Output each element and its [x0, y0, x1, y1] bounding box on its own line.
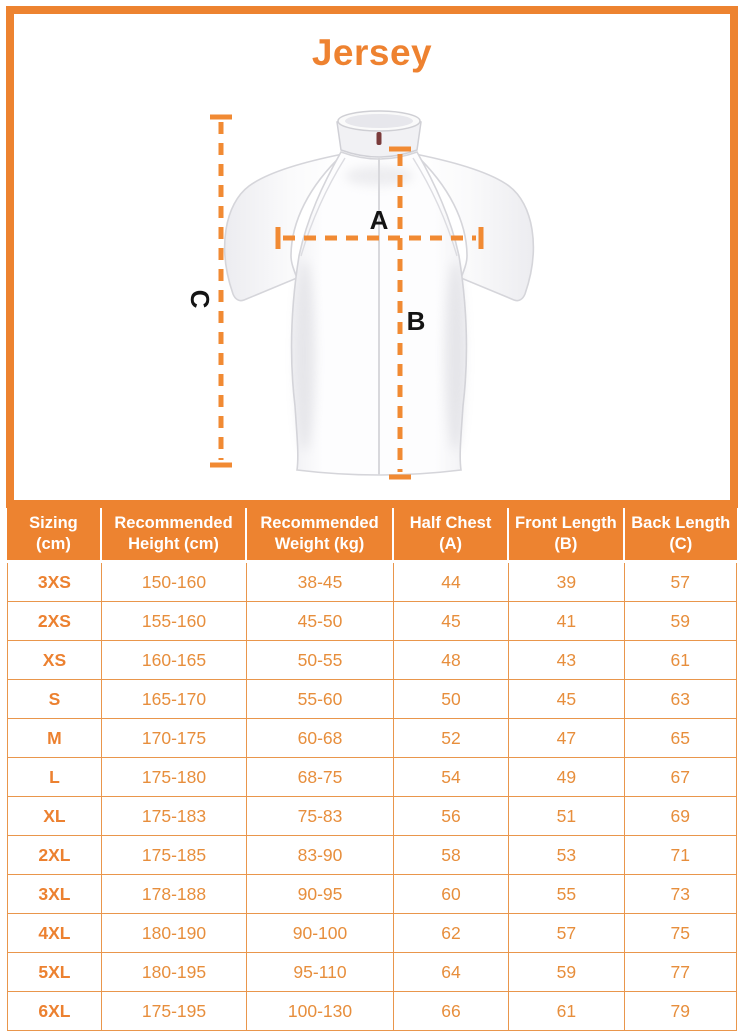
half-chest-cell: 60: [394, 875, 509, 914]
sizing-cell: XS: [7, 641, 102, 680]
column-header-line1: Front Length: [515, 514, 617, 533]
half-chest-cell: 45: [394, 602, 509, 641]
front-length-cell: 39: [509, 563, 624, 602]
size-row-M: [7, 719, 737, 758]
measure-label-front-length: B: [406, 306, 426, 336]
half-chest-cell: 64: [394, 953, 509, 992]
front-length-cell: 53: [509, 836, 624, 875]
half-chest-cell: 66: [394, 992, 509, 1031]
jersey-zipper-pull: [377, 132, 382, 145]
size-row-5XL: [7, 953, 737, 992]
column-header-recommended-weight: [247, 508, 394, 563]
half-chest-cell: 50: [394, 680, 509, 719]
back-length-cell: 61: [625, 641, 737, 680]
back-length-cell: 79: [625, 992, 737, 1031]
recommended-height-cell: 175-183: [102, 797, 247, 836]
front-length-cell: 43: [509, 641, 624, 680]
recommended-weight-cell: 100-130: [247, 992, 394, 1031]
recommended-height-cell: 160-165: [102, 641, 247, 680]
half-chest-cell: 48: [394, 641, 509, 680]
size-row-4XL: [7, 914, 737, 953]
page-title: Jersey: [311, 32, 433, 73]
column-header-line2: (B): [554, 535, 578, 553]
front-length-cell: 47: [509, 719, 624, 758]
recommended-weight-cell: 50-55: [247, 641, 394, 680]
measure-label-back-length: C: [185, 289, 215, 309]
page-frame: [6, 6, 738, 508]
sizing-cell: S: [7, 680, 102, 719]
sizing-cell: 2XS: [7, 602, 102, 641]
size-row-6XL: [7, 992, 737, 1031]
front-length-cell: 41: [509, 602, 624, 641]
size-row-2XL: [7, 836, 737, 875]
jersey-illustration: [173, 106, 593, 506]
half-chest-cell: 52: [394, 719, 509, 758]
back-length-cell: 73: [625, 875, 737, 914]
recommended-height-cell: 178-188: [102, 875, 247, 914]
recommended-weight-cell: 83-90: [247, 836, 394, 875]
column-header-line1: Sizing: [29, 514, 78, 533]
size-row-2XS: [7, 602, 737, 641]
recommended-weight-cell: 45-50: [247, 602, 394, 641]
back-length-cell: 69: [625, 797, 737, 836]
column-header-back-length: [625, 508, 737, 563]
column-header-line2: (C): [669, 535, 693, 553]
size-chart-table: [7, 508, 737, 1031]
recommended-weight-cell: 90-95: [247, 875, 394, 914]
column-header-line2: (A): [439, 535, 462, 553]
recommended-weight-cell: 75-83: [247, 797, 394, 836]
size-row-S: [7, 680, 737, 719]
column-header-line1: Back Length: [631, 514, 731, 533]
front-length-cell: 55: [509, 875, 624, 914]
half-chest-cell: 56: [394, 797, 509, 836]
recommended-height-cell: 175-180: [102, 758, 247, 797]
column-header-line1: Half Chest: [409, 514, 492, 533]
back-length-cell: 77: [625, 953, 737, 992]
recommended-weight-cell: 95-110: [247, 953, 394, 992]
front-length-cell: 59: [509, 953, 624, 992]
column-header-line2: Weight (kg): [274, 535, 365, 553]
recommended-height-cell: 175-195: [102, 992, 247, 1031]
back-length-cell: 63: [625, 680, 737, 719]
column-header-line1: Recommended: [260, 514, 379, 533]
sizing-cell: XL: [7, 797, 102, 836]
half-chest-cell: 54: [394, 758, 509, 797]
front-length-cell: 51: [509, 797, 624, 836]
jersey-size-diagram: [173, 106, 593, 506]
size-row-3XS: [7, 563, 737, 602]
recommended-height-cell: 165-170: [102, 680, 247, 719]
column-header-half-chest: [394, 508, 509, 563]
sizing-cell: M: [7, 719, 102, 758]
back-length-cell: 71: [625, 836, 737, 875]
column-header-sizing: [7, 508, 102, 563]
size-chart-body: [7, 563, 737, 1031]
sizing-cell: 4XL: [7, 914, 102, 953]
half-chest-cell: 58: [394, 836, 509, 875]
front-length-cell: 57: [509, 914, 624, 953]
size-row-XS: [7, 641, 737, 680]
back-length-cell: 67: [625, 758, 737, 797]
front-length-cell: 45: [509, 680, 624, 719]
recommended-height-cell: 170-175: [102, 719, 247, 758]
recommended-height-cell: 155-160: [102, 602, 247, 641]
back-length-cell: 75: [625, 914, 737, 953]
size-row-3XL: [7, 875, 737, 914]
recommended-height-cell: 175-185: [102, 836, 247, 875]
size-row-XL: [7, 797, 737, 836]
jersey-torso: [292, 152, 467, 475]
sizing-cell: 3XL: [7, 875, 102, 914]
size-chart-header: [7, 508, 737, 563]
column-header-front-length: [509, 508, 624, 563]
half-chest-cell: 62: [394, 914, 509, 953]
recommended-weight-cell: 60-68: [247, 719, 394, 758]
sizing-cell: 2XL: [7, 836, 102, 875]
front-length-cell: 49: [509, 758, 624, 797]
sizing-cell: L: [7, 758, 102, 797]
recommended-weight-cell: 68-75: [247, 758, 394, 797]
header-row: [7, 508, 737, 563]
sizing-cell: 5XL: [7, 953, 102, 992]
size-row-L: [7, 758, 737, 797]
recommended-height-cell: 180-190: [102, 914, 247, 953]
recommended-weight-cell: 90-100: [247, 914, 394, 953]
sizing-cell: 6XL: [7, 992, 102, 1031]
recommended-weight-cell: 38-45: [247, 563, 394, 602]
back-length-cell: 57: [625, 563, 737, 602]
column-header-line2: Height (cm): [128, 535, 219, 553]
column-header-line1: Recommended: [114, 514, 233, 533]
column-header-recommended-height: [102, 508, 247, 563]
recommended-height-cell: 150-160: [102, 563, 247, 602]
front-length-cell: 61: [509, 992, 624, 1031]
half-chest-cell: 44: [394, 563, 509, 602]
measure-label-half-chest: A: [369, 205, 389, 235]
column-header-line2: (cm): [36, 535, 71, 553]
recommended-height-cell: 180-195: [102, 953, 247, 992]
back-length-cell: 65: [625, 719, 737, 758]
recommended-weight-cell: 55-60: [247, 680, 394, 719]
sizing-cell: 3XS: [7, 563, 102, 602]
back-length-cell: 59: [625, 602, 737, 641]
